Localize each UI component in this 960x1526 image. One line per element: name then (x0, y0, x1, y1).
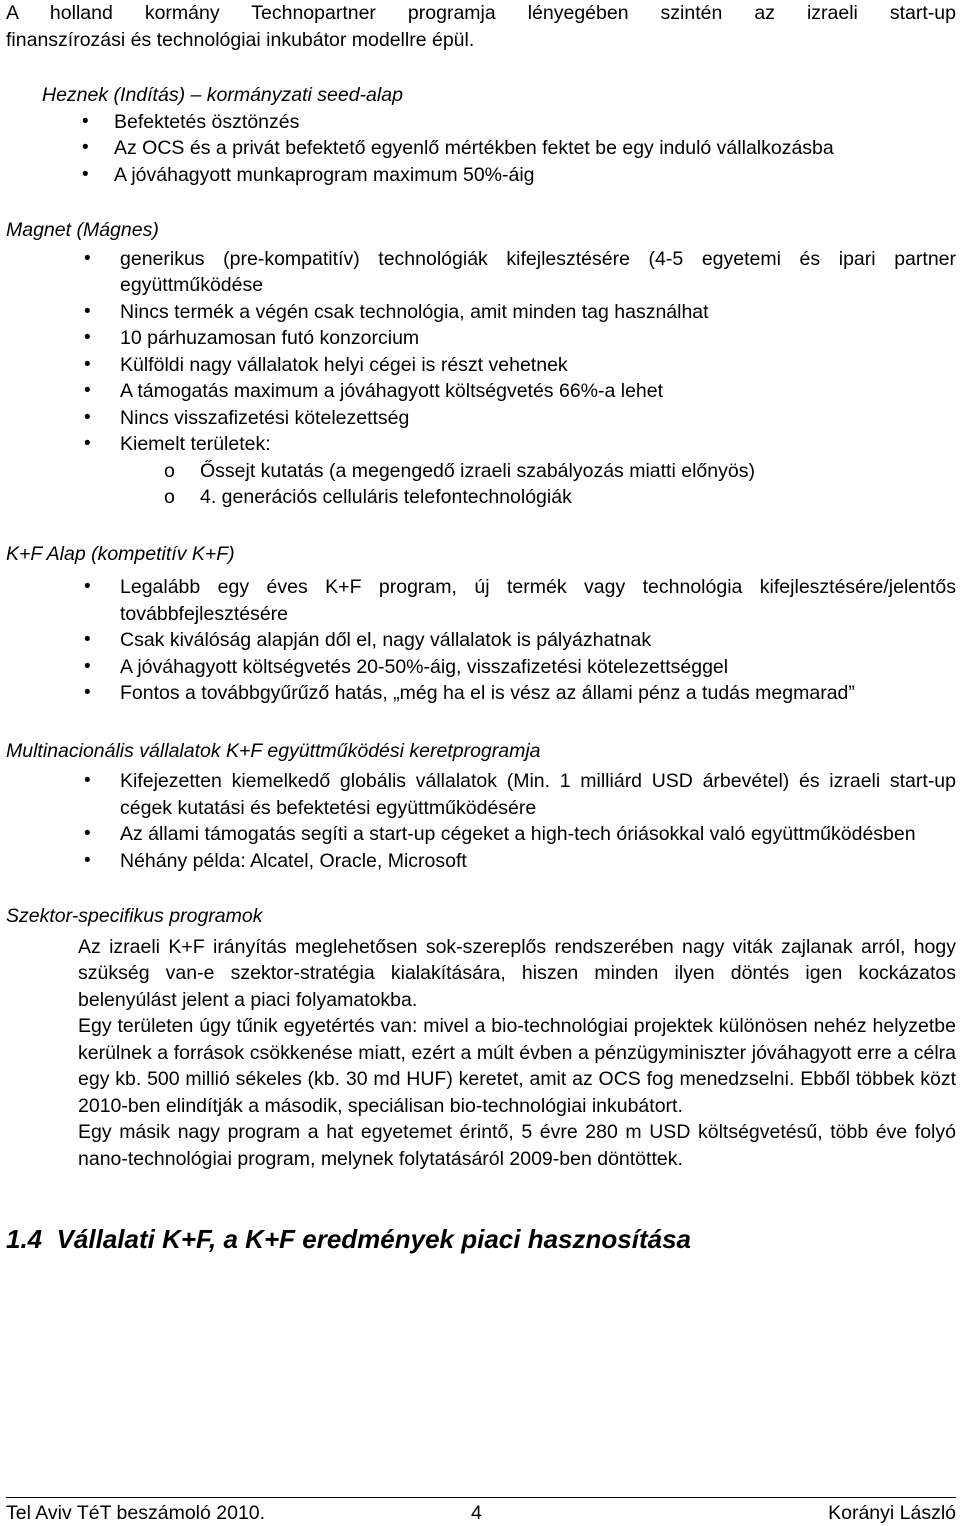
list-item: • Az OCS és a privát befektető egyenlő mértékben fektet be egy induló vállalkozásba (6, 135, 956, 162)
multi-title: Multinacionális vállalatok K+F együttműködési keretprogramja (6, 739, 541, 762)
list-item: • Kifejezetten kiemelkedő globális vállalatok (Min. 1 milliárd USD árbevétel) és izraeli start-up cégek kutatási és befektetési együttműködésére (6, 768, 956, 821)
list-item: • Külföldi nagy vállalatok helyi cégei is részt vehetnek (6, 352, 956, 379)
footer-author: Korányi László (828, 1502, 956, 1524)
intro-paragraph-end (6, 27, 956, 54)
intro-line-2: finanszírozási és technológiai inkubátor modellre épül. (6, 28, 475, 51)
sector-paragraph-2: Egy területen úgy tűnik egyetértés van: mivel a bio-technológiai projektek különösen nehéz helyzetbe kerülnek a források csökkenése miatt, ezért a múlt évben a pénzügyminiszter jóváhagyott erre a célra egy kb. 500 millió sékeles (kb. 30 md HUF) keretet, amit az OCS fog menedzselni. Ebből többek közt 2010-ben elindítják a második, speciálisan bio-technológiai inkubátort. (78, 1015, 956, 1117)
kf-title: K+F Alap (kompetitív K+F) (6, 542, 235, 565)
list-item: • Legalább egy éves K+F program, új termék vagy technológia kifejlesztésére/jelentős továbbfejlesztésére (6, 574, 956, 627)
magnet-title: Magnet (Mágnes) (6, 219, 159, 241)
document-page (6, 0, 956, 1255)
list-item: • Nincs visszafizetési kötelezettség (6, 405, 956, 432)
multi-list (6, 764, 956, 874)
section-heading: 1.4 Vállalati K+F, a K+F eredmények piaci hasznosítása (6, 1224, 691, 1254)
list-item: • Nincs termék a végén csak technológia, amit minden tag használhat (6, 299, 956, 326)
list-item: • Csak kiválóság alapján dől el, nagy vállalatok is pályázhatnak (6, 627, 956, 654)
list-item: • A jóváhagyott munkaprogram maximum 50%-áig (6, 162, 956, 189)
list-item: • Befektetés ösztönzés (6, 109, 956, 136)
footer-page-number: 4 (471, 1502, 482, 1524)
intro-paragraph (6, 0, 956, 27)
list-item: • Fontos a továbbgyűrűző hatás, „még ha el is vész az állami pénz a tudás megmarad” (6, 680, 956, 707)
list-item: • A jóváhagyott költségvetés 20-50%-áig, visszafizetési kötelezettséggel (6, 654, 956, 681)
list-item: • Az állami támogatás segíti a start-up cégeket a high-tech óriásokkal való együttműködésben (6, 821, 956, 848)
heznek-list (6, 109, 956, 189)
list-item: • Kiemelt területek: (6, 431, 956, 458)
sector-paragraph-3: Egy másik nagy program a hat egyetemet érintő, 5 évre 280 m USD költségvetésű, több éve folyó nano-technológiai program, melynek folytatásáról 2009-ben döntöttek. (78, 1121, 956, 1170)
heznek-title: Heznek (Indítás) – kormányzati seed-alap (42, 84, 403, 106)
kf-list (6, 567, 956, 707)
list-item: • A támogatás maximum a jóváhagyott költségvetés 66%-a lehet (6, 378, 956, 405)
page-footer (6, 1497, 956, 1524)
list-item: • 10 párhuzamosan futó konzorcium (6, 325, 956, 352)
list-item: • generikus (pre-kompatitív) technológiák kifejlesztésére (4-5 egyetemi és ipari partner együttműködése (6, 246, 956, 299)
intro-line-1: A holland kormány Technopartner programja lényegében szintén az izraeli start-up (6, 2, 956, 24)
sector-paragraph-1: Az izraeli K+F irányítás meglehetősen sok-szereplős rendszerében nagy viták zajlanak arról, hogy szükség van-e szektor-stratégia kialakítására, hiszen minden ilyen döntés igen kockázatos belenyúlást jelent a piaci folyamatokba. (78, 935, 956, 1011)
magnet-list (6, 244, 956, 458)
list-item: • Néhány példa: Alcatel, Oracle, Microsoft (6, 848, 956, 875)
sub-list-item: o Őssejt kutatás (a megengedő izraeli szabályozás miatti előnyös) (6, 458, 956, 485)
footer-report-title: Tel Aviv TéT beszámoló 2010. (6, 1502, 266, 1524)
sector-title: Szektor-specifikus programok (6, 905, 263, 927)
sub-list-item: o 4. generációs celluláris telefontechnológiák (6, 484, 956, 511)
magnet-sublist (6, 458, 956, 511)
